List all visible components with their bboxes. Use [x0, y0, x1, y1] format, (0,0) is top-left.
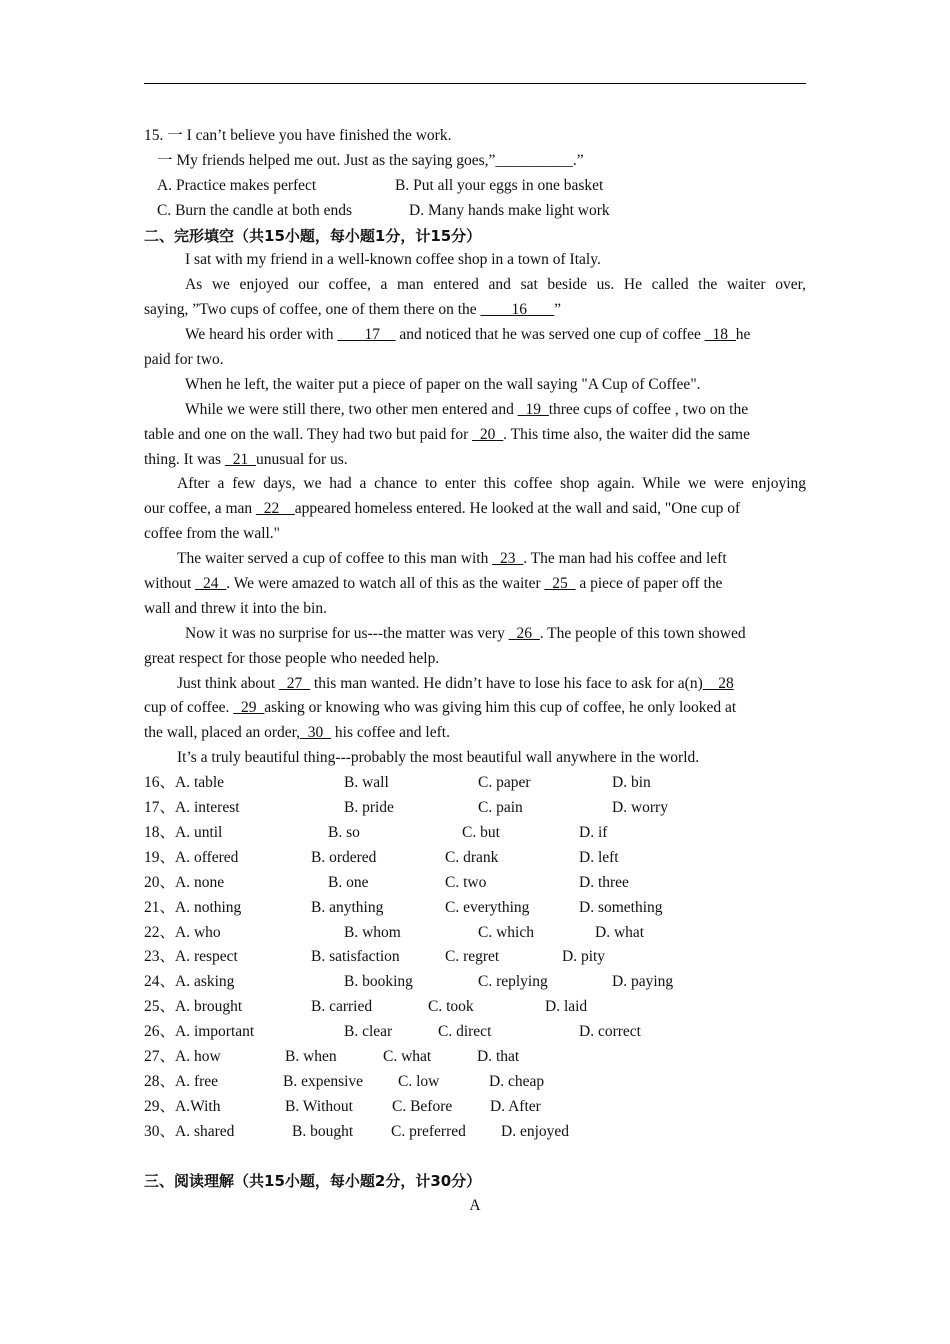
text: the wall, placed an order, — [144, 724, 301, 742]
option-row-17 — [144, 796, 806, 821]
option-a: 25、A. brought — [144, 998, 243, 1016]
text: . This time also, the waiter did the same — [503, 425, 750, 443]
option-b: B. booking — [344, 973, 413, 991]
option-a: 27、A. how — [144, 1047, 221, 1065]
option-b: B. one — [328, 873, 369, 891]
blank-24: _24_ — [195, 575, 227, 593]
text: table and one on the wall. They had two but paid for — [144, 425, 473, 443]
options-list — [144, 771, 806, 1144]
blank-22: _22__ — [256, 500, 295, 518]
text: his coffee and left. — [331, 724, 450, 742]
q15-option-b: B. Put all your eggs in one basket — [395, 176, 604, 194]
passage-p5a — [144, 398, 806, 423]
passage-p2a: As we enjoyed our coffee, a man entered and sat beside us. He called the waiter over, — [185, 276, 806, 294]
option-row-25 — [144, 995, 806, 1020]
option-c: C. but — [462, 823, 500, 841]
text: ” — [554, 301, 562, 319]
text: this man wanted. He didn’t have to lose his face to ask for a(n) — [310, 674, 703, 692]
option-b: B. clear — [344, 1023, 393, 1041]
blank-27: _27_ — [279, 674, 311, 692]
text: saying, ”Two cups of coffee, one of them there on the — [144, 301, 481, 319]
option-b: B. wall — [344, 774, 389, 792]
option-c: C. Before — [392, 1097, 453, 1115]
passage-p4: When he left, the waiter put a piece of paper on the wall saying "A Cup of Coffee". — [185, 375, 701, 393]
blank-19: _19_ — [517, 400, 549, 418]
option-c: C. what — [383, 1047, 432, 1065]
section3-part-label: A — [469, 1197, 481, 1215]
option-row-24 — [144, 970, 806, 995]
option-b: B. ordered — [311, 848, 377, 866]
text: and noticed that he was served one cup of coffee — [395, 326, 705, 344]
text: Just think about — [177, 674, 280, 692]
blank-29: _29_ — [233, 699, 265, 717]
passage-p6a: After a few days, we had a chance to enter this coffee shop again. While we were enjoying — [177, 475, 806, 493]
option-row-29 — [144, 1095, 806, 1120]
q15-option-c: C. Burn the candle at both ends — [157, 201, 352, 219]
option-a: 20、A. none — [144, 873, 225, 891]
text: cup of coffee. — [144, 699, 234, 717]
text: . We were amazed to watch all of this as the waiter — [226, 575, 545, 593]
passage-p9c — [144, 721, 806, 746]
text: three cups of coffee , two on the — [548, 400, 749, 418]
passage-p7a — [144, 547, 806, 572]
option-d: D. laid — [545, 998, 588, 1016]
option-b: B. so — [328, 823, 360, 841]
q15-stem-2: 一 My friends helped me out. Just as the saying goes,”__________.” — [157, 151, 584, 169]
option-d: D. paying — [612, 973, 674, 991]
option-row-30 — [144, 1120, 806, 1145]
option-c: C. preferred — [391, 1122, 466, 1140]
option-d: D. something — [579, 898, 663, 916]
section3-title: 三、阅读理解（共15小题，每小题2分，计30分） — [144, 1172, 482, 1191]
option-a: 23、A. respect — [144, 948, 238, 966]
option-c: C. low — [398, 1072, 440, 1090]
option-d: D. if — [579, 823, 608, 841]
option-a: 17、A. interest — [144, 799, 240, 817]
passage-p9a — [144, 672, 806, 697]
option-d: D. three — [579, 873, 629, 891]
passage-p3a — [144, 323, 806, 348]
blank-30: _30_ — [300, 724, 332, 742]
option-a: 29、A.With — [144, 1097, 221, 1115]
option-c: C. which — [478, 923, 534, 941]
passage-p8b: great respect for those people who needed help. — [144, 649, 440, 667]
passage-p8a — [144, 622, 806, 647]
blank-26: _26_ — [508, 624, 540, 642]
option-b: B. anything — [311, 898, 384, 916]
option-b: B. whom — [344, 923, 401, 941]
passage-p9b — [144, 696, 806, 721]
option-d: D. that — [477, 1047, 520, 1065]
option-a: 18、A. until — [144, 823, 223, 841]
spacer — [144, 1145, 806, 1170]
option-a: 19、A. offered — [144, 848, 239, 866]
option-b: B. pride — [344, 799, 394, 817]
blank-17: __ _17__ — [337, 326, 396, 344]
text: he — [735, 326, 751, 344]
q15-option-a: A. Practice makes perfect — [157, 176, 317, 194]
blank-23: _23_ — [492, 550, 524, 568]
passage-p1: I sat with my friend in a well-known coffee shop in a town of Italy. — [185, 251, 601, 269]
q15-options-ab — [144, 174, 806, 199]
text: While we were still there, two other men entered and — [185, 400, 518, 418]
option-d: D. bin — [612, 774, 651, 792]
text: The waiter served a cup of coffee to this man with — [177, 550, 493, 568]
option-d: D. correct — [579, 1023, 641, 1041]
exam-page — [144, 124, 806, 1219]
text: thing. It was — [144, 450, 225, 468]
option-row-19 — [144, 846, 806, 871]
option-a: 16、A. table — [144, 774, 225, 792]
option-d: D. worry — [612, 799, 668, 817]
option-a: 21、A. nothing — [144, 898, 242, 916]
option-a: 24、A. asking — [144, 973, 235, 991]
option-d: D. After — [490, 1097, 541, 1115]
option-b: B. satisfaction — [311, 948, 400, 966]
option-d: D. what — [595, 923, 645, 941]
passage-p5c — [144, 448, 806, 473]
header-rule — [144, 83, 806, 84]
option-row-28 — [144, 1070, 806, 1095]
section2-title: 二、完形填空（共15小题，每小题1分，计15分） — [144, 226, 482, 245]
text: a piece of paper off the — [575, 575, 723, 593]
passage-p7b — [144, 572, 806, 597]
passage-p10: It’s a truly beautiful thing---probably the most beautiful wall anywhere in the world. — [177, 749, 700, 767]
option-row-18 — [144, 821, 806, 846]
passage-p5b — [144, 423, 806, 448]
option-row-27 — [144, 1045, 806, 1070]
text: without — [144, 575, 196, 593]
blank-18: _18_ — [704, 326, 736, 344]
option-row-23 — [144, 945, 806, 970]
text: our coffee, a man — [144, 500, 257, 518]
passage-p7c: wall and threw it into the bin. — [144, 599, 327, 617]
option-row-20 — [144, 871, 806, 896]
q15-options-cd — [144, 199, 806, 224]
q15-option-d: D. Many hands make light work — [409, 201, 610, 219]
blank-25: _25_ — [544, 575, 576, 593]
passage-p3b: paid for two. — [144, 351, 224, 369]
text: appeared homeless entered. He looked at the wall and said, "One cup of — [294, 500, 741, 518]
option-d: D. cheap — [489, 1072, 545, 1090]
option-row-22 — [144, 921, 806, 946]
option-b: B. expensive — [283, 1072, 364, 1090]
option-a: 28、A. free — [144, 1072, 219, 1090]
option-c: C. paper — [478, 774, 531, 792]
option-b: B. carried — [311, 998, 373, 1016]
option-b: B. bought — [292, 1122, 354, 1140]
text: unusual for us. — [255, 450, 348, 468]
option-row-16 — [144, 771, 806, 796]
option-c: C. regret — [445, 948, 500, 966]
option-a: 30、A. shared — [144, 1122, 235, 1140]
text: . The people of this town showed — [539, 624, 746, 642]
option-c: C. two — [445, 873, 487, 891]
option-row-21 — [144, 896, 806, 921]
option-b: B. when — [285, 1047, 337, 1065]
option-d: D. left — [579, 848, 619, 866]
option-c: C. replying — [478, 973, 548, 991]
passage-p6b — [144, 497, 806, 522]
option-c: C. drank — [445, 848, 499, 866]
blank-20: _20_ — [472, 425, 504, 443]
blank-21: _21_ — [224, 450, 256, 468]
text: . The man had his coffee and left — [523, 550, 727, 568]
option-d: D. pity — [562, 948, 606, 966]
passage-p2b — [144, 298, 806, 323]
option-row-26 — [144, 1020, 806, 1045]
option-d: D. enjoyed — [501, 1122, 570, 1140]
option-b: B. Without — [285, 1097, 353, 1115]
blank-28: __28 — [702, 674, 734, 692]
passage-p6c: coffee from the wall." — [144, 525, 281, 543]
option-c: C. direct — [438, 1023, 492, 1041]
option-c: C. pain — [478, 799, 523, 817]
q15-stem: 15. 一 I can’t believe you have finished the work. — [144, 127, 452, 144]
text: We heard his order with — [185, 326, 338, 344]
text: asking or knowing who was giving him this cup of coffee, he only looked at — [264, 699, 737, 717]
blank-16: ____16_ __ — [480, 301, 555, 319]
option-a: 26、A. important — [144, 1023, 255, 1041]
text: Now it was no surprise for us---the matter was very — [185, 624, 509, 642]
option-c: C. took — [428, 998, 474, 1016]
option-a: 22、A. who — [144, 923, 221, 941]
option-c: C. everything — [445, 898, 530, 916]
